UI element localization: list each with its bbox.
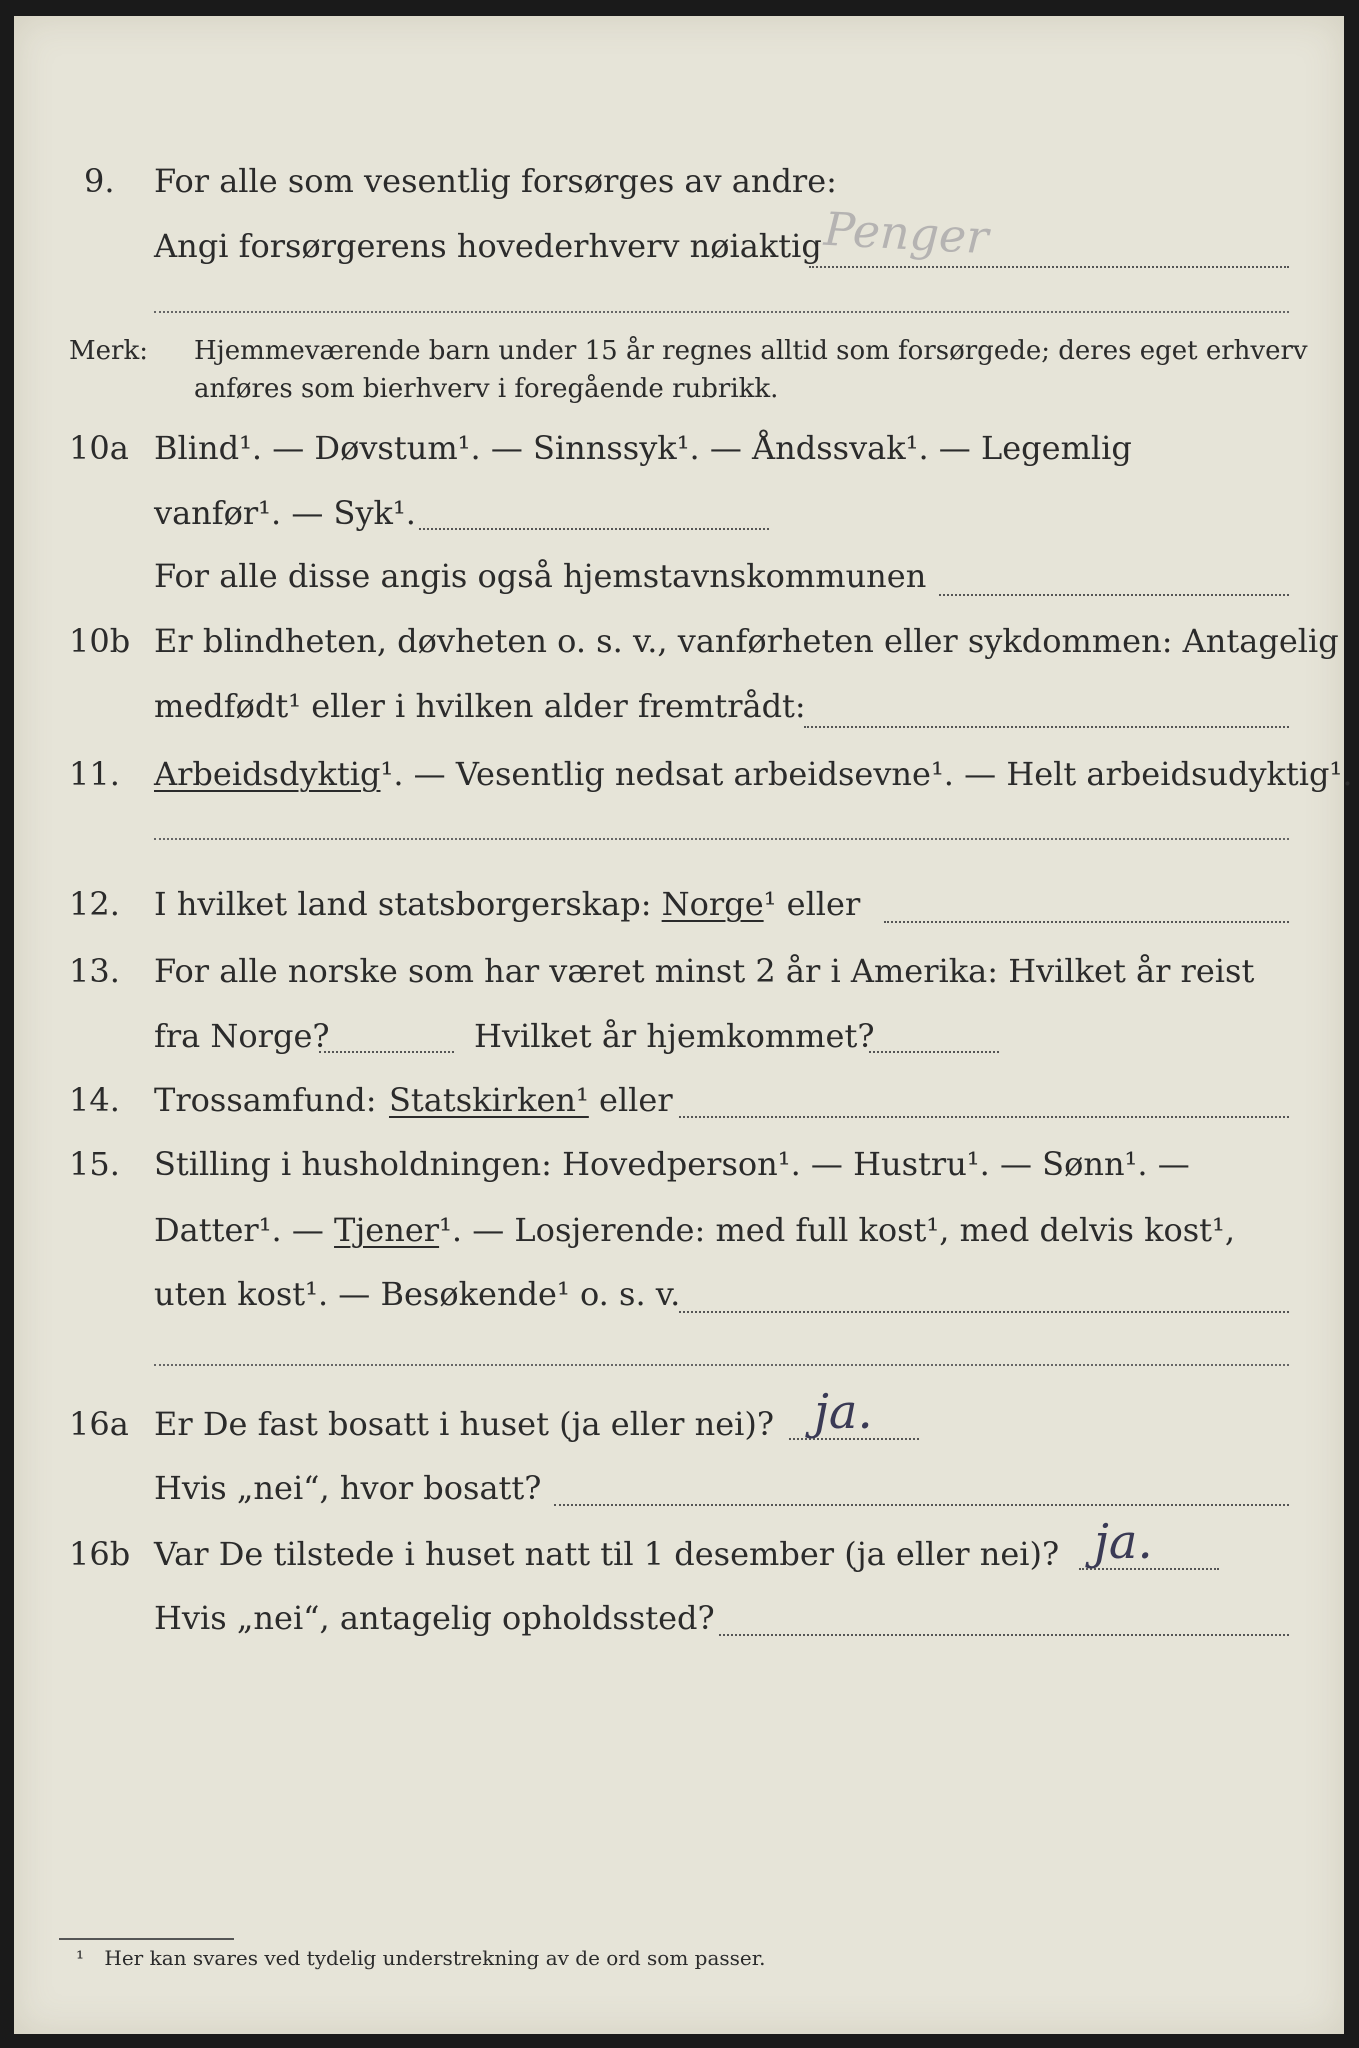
- q13-text-1: For alle norske som har været minst 2 år i Amerika: Hvilket år reist: [154, 952, 1255, 990]
- q16b-number: 16b: [69, 1535, 131, 1573]
- q14-option-statskirken[interactable]: Statskirken¹: [389, 1081, 589, 1119]
- q16b-text-2: Hvis „nei“, antagelig opholdssted?: [154, 1599, 715, 1637]
- q12-option-norge[interactable]: Norge: [661, 885, 764, 923]
- q11-options-rest: ¹. — Vesentlig nedsat arbeidsevne¹. — Helt arbeidsudyktig¹.: [380, 755, 1353, 793]
- q16a-handwritten-answer: ja.: [814, 1384, 873, 1440]
- q10a-text-1: Blind¹. — Døvstum¹. — Sinnssyk¹. — Åndssvak¹. — Legemlig: [154, 429, 1132, 467]
- q15-datter: Datter¹. —: [154, 1211, 324, 1249]
- q14-answer-line[interactable]: [679, 1116, 1289, 1118]
- q11-number: 11.: [69, 755, 120, 793]
- q15-answer-line[interactable]: [679, 1311, 1289, 1313]
- footnote-text: Her kan svares ved tydelig understrekning av de ord som passer.: [104, 1946, 766, 1970]
- q12-number: 12.: [69, 885, 120, 923]
- footnote-rule: [59, 1938, 234, 1940]
- footnote-mark: ¹: [76, 1946, 85, 1970]
- q12-answer-line[interactable]: [884, 921, 1289, 923]
- q10b-number: 10b: [69, 622, 131, 660]
- q11-text: [154, 754, 1353, 794]
- q13-reist-label: fra Norge?: [154, 1017, 330, 1055]
- q10a-number: 10a: [69, 429, 129, 467]
- q15-extra-line: [154, 1364, 1289, 1366]
- q12-eller: ¹ eller: [763, 885, 861, 923]
- q14-prompt: Trossamfund:: [154, 1081, 377, 1119]
- q16b-handwritten-answer: ja.: [1094, 1514, 1153, 1570]
- q16a-text-1: Er De fast bosatt i huset (ja eller nei)?: [154, 1405, 775, 1443]
- q15-losjerende: ¹. — Losjerende: med full kost¹, med delvis kost¹,: [439, 1211, 1236, 1249]
- q15-number: 15.: [69, 1145, 120, 1183]
- q13-number: 13.: [69, 952, 120, 990]
- q11-extra-line: [154, 838, 1289, 840]
- q9-handwritten-answer: Penger: [822, 201, 990, 265]
- q9-number: 9.: [84, 162, 115, 200]
- q15-text-1: Stilling i husholdningen: Hovedperson¹. — Hustru¹. — Sønn¹. —: [154, 1145, 1190, 1183]
- q13-hjemkommet-label: Hvilket år hjemkommet?: [474, 1017, 875, 1055]
- q14-eller: eller: [599, 1081, 673, 1119]
- q16b-opholdssted-line[interactable]: [719, 1634, 1289, 1636]
- q9-prompt: Angi forsørgerens hovederhverv nøiaktig: [154, 227, 822, 265]
- q10a-text-3: For alle disse angis også hjemstavnskommunen: [154, 557, 927, 595]
- merk-text-2: anføres som bierhverv i foregående rubrikk.: [194, 374, 779, 404]
- q13-hjemkommet-line[interactable]: [869, 1051, 999, 1053]
- q12-text: [154, 884, 860, 924]
- q16b-text-1: Var De tilstede i huset natt til 1 desember (ja eller nei)?: [154, 1535, 1060, 1573]
- footnote: [76, 1946, 765, 1970]
- q15-text-2: [154, 1210, 1235, 1250]
- merk-text-1: Hjemmeværende barn under 15 år regnes alltid som forsørgede; deres eget erhverv: [194, 336, 1308, 366]
- q10b-answer-line[interactable]: [804, 726, 1289, 728]
- q9-text: For alle som vesentlig forsørges av andre:: [154, 162, 837, 200]
- q16a-number: 16a: [69, 1405, 129, 1443]
- q10a-hjemstavn-line[interactable]: [939, 594, 1289, 596]
- q10a-text-2: vanfør¹. — Syk¹.: [154, 494, 416, 532]
- q11-option-arbeidsdyktig[interactable]: Arbeidsdyktig: [154, 755, 381, 793]
- q15-option-tjener[interactable]: Tjener: [334, 1211, 440, 1249]
- q14-options: [389, 1080, 673, 1120]
- merk-label: Merk:: [69, 336, 148, 366]
- q10b-text-2: medfødt¹ eller i hvilken alder fremtrådt:: [154, 687, 806, 725]
- q16a-bosatt-line[interactable]: [554, 1504, 1289, 1506]
- q14-number: 14.: [69, 1081, 120, 1119]
- census-form-page: [14, 16, 1353, 2034]
- q16a-text-2: Hvis „nei“, hvor bosatt?: [154, 1469, 542, 1507]
- q13-reist-line[interactable]: [319, 1051, 454, 1053]
- q15-text-3: uten kost¹. — Besøkende¹ o. s. v.: [154, 1275, 681, 1313]
- q12-prompt: I hvilket land statsborgerskap:: [154, 885, 652, 923]
- q10b-text-1: Er blindheten, døvheten o. s. v., vanførheten eller sykdommen: Antagelig: [154, 622, 1339, 660]
- q9-answer-line[interactable]: [809, 266, 1289, 268]
- q9-extra-line: [154, 311, 1289, 313]
- q10a-syk-line[interactable]: [419, 528, 769, 530]
